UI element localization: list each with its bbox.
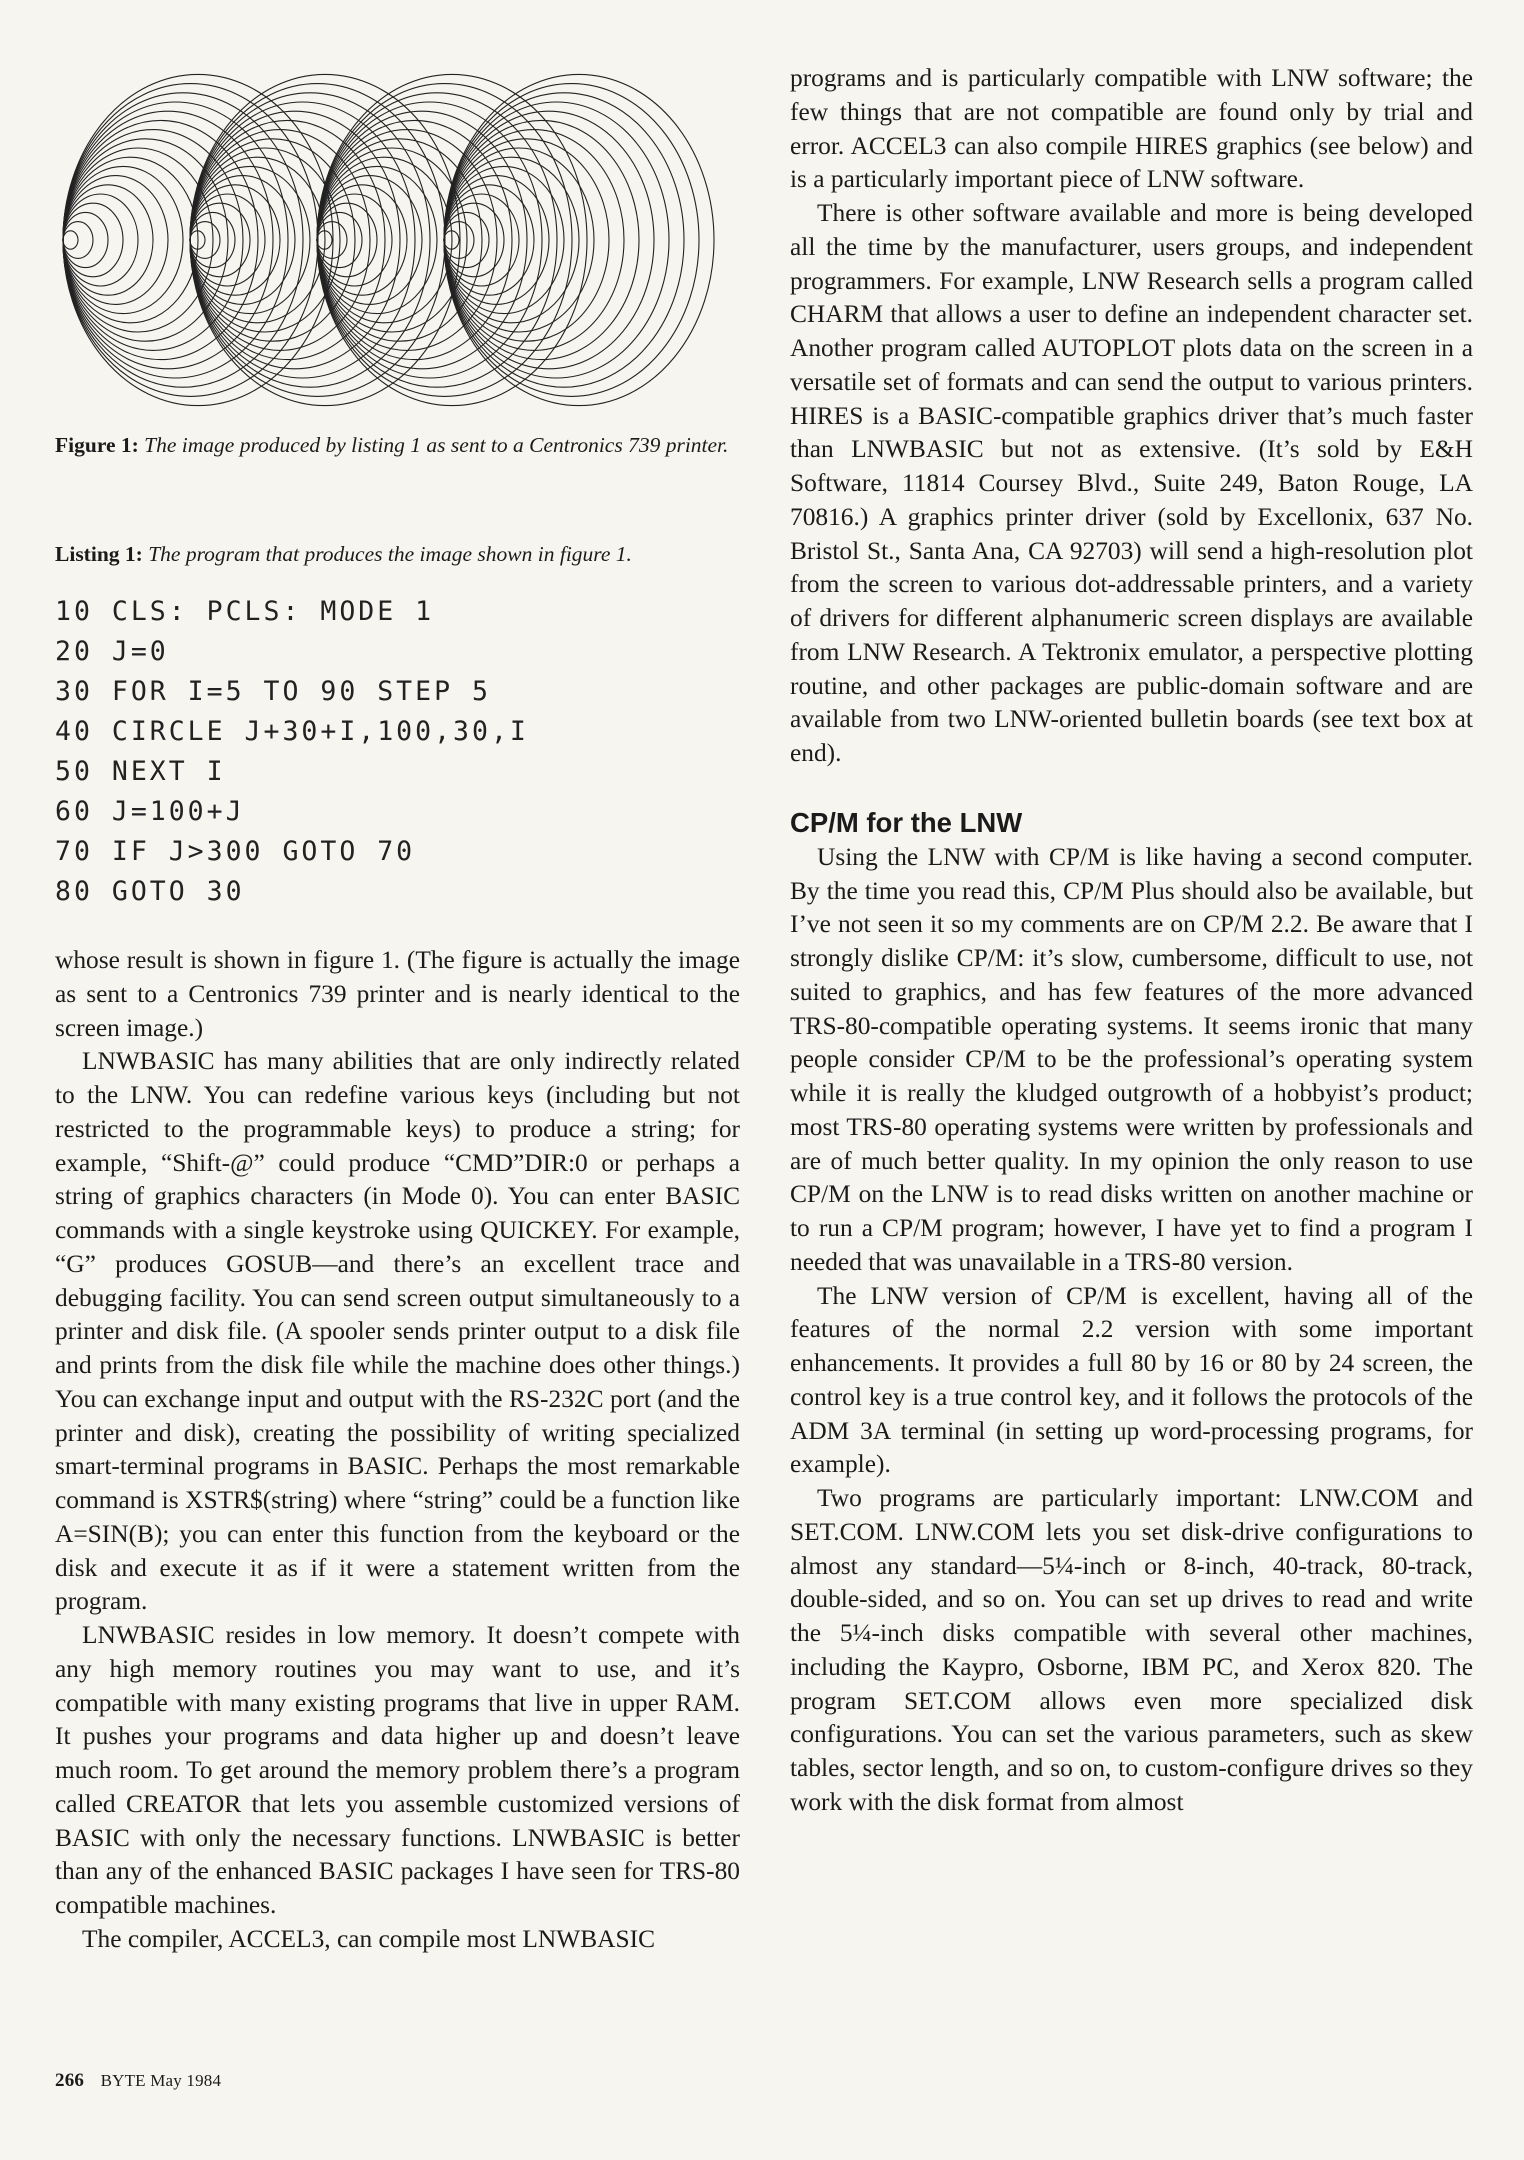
code-line: 50 NEXT I xyxy=(55,756,226,787)
figure-1-plot xyxy=(55,60,740,420)
circle-group xyxy=(317,74,587,405)
left-body-text xyxy=(55,944,740,1957)
circle-mark xyxy=(63,102,288,378)
circle-mark xyxy=(63,231,78,249)
code-line: 80 GOTO 30 xyxy=(55,876,245,907)
code-line: 70 IF J>300 GOTO 70 xyxy=(55,836,416,867)
circle-mark xyxy=(63,194,138,286)
paragraph: There is other software available and more is being developed all the time by the manufacturer, users groups, and independent programmers. For example, LNW Research sells a program called CHARM that allows a user to define an independent character set. Another program called AUTOPLOT plots data on the screen in a versatile set of formats and can send the output to various printers. HIRES is a BASIC-compatible graphics driver that’s much faster than LNWBASIC but not as extensive. (It’s sold by E&H Software, 11814 Coursey Blvd., Suite 249, Baton Rouge, LA 70816.) A graphics printer driver (sold by Excellonix, 637 No. Bristol St., Santa Ana, CA 92703) will send a high-resolution plot from the screen to various dot-addressable printers, and a variety of drivers for different alphanumeric screen displays are available from LNW Research. A Tektronix emulator, a perspective plotting routine, and other packages are public-domain software and are available from two LNW-oriented bulletin boards (see text box at end). xyxy=(790,199,1473,767)
section-body-text xyxy=(790,841,1473,1820)
page-footer xyxy=(55,2070,221,2092)
code-line: 20 J=0 xyxy=(55,636,169,667)
listing-caption xyxy=(55,539,740,570)
figure-caption xyxy=(55,430,740,461)
code-line: 30 FOR I=5 TO 90 STEP 5 xyxy=(55,676,491,707)
right-body-text xyxy=(790,62,1473,771)
paragraph: Using the LNW with CP/M is like having a second computer. By the time you read this, CP/M Plus should also be available, but I’ve not seen it so my comments are on CP/M 2.2. Be aware that I strongly dislike CP/M: it’s slow, cumbersome, difficult to use, not suited to graphics, and has few features of the more advanced TRS-80-compatible operating systems. It seems ironic that many people consider CP/M to be the professional’s operating system while it is really the kludged outgrowth of a hobbyist’s product; most TRS-80 operating systems were written by professionals and are of much better quality. In my opinion the only reason to use CP/M on the LNW is to read disks written on another machine or to run a CP/M program; however, I have yet to find a program I needed that was unavailable in a TRS-80 version. xyxy=(790,842,1473,1276)
circle-group xyxy=(444,74,714,405)
code-line: 60 J=100+J xyxy=(55,796,245,827)
left-column xyxy=(55,60,740,1957)
listing-code xyxy=(55,592,740,912)
section-heading: CP/M for the LNW xyxy=(790,806,1023,838)
paragraph: LNWBASIC has many abilities that are only indirectly related to the LNW. You can redefine various keys (including but not restricted to the programmable keys) to produce a string; for example, “Shift-@” could produce “CMD”DIR:0 or perhaps a string of graphics characters (in Mode 0). You can enter BASIC commands with a single keystroke using QUICKEY. For example, “G” produces GOSUB—and there’s an excellent trace and debugging facility. You can send screen output simultaneously to a printer and disk file. (A spooler sends printer output to a disk file and prints from the disk file while the machine does other things.) You can exchange input and output with the RS-232C port (and the printer and disk), creating the possibility of writing specialized smart-terminal programs in BASIC. Perhaps the most remarkable command is XSTR$(string) where “string” could be a function like A=SIN(B); you can enter this function from the keyboard or the disk and execute it as if it were a statement written from the program. xyxy=(55,1047,740,1616)
circle-mark xyxy=(63,157,198,323)
code-line: 10 CLS: PCLS: MODE 1 xyxy=(55,596,435,627)
code-line: 40 CIRCLE J+30+I,100,30,I xyxy=(55,716,529,747)
listing-caption-text: The program that produces the image shown in figure 1. xyxy=(148,542,632,566)
paragraph: LNWBASIC resides in low memory. It doesn’t compete with any high memory routines you may want to use, and it’s compatible with many existing programs that live in upper RAM. It pushes your programs and data higher up and doesn’t leave much room. To get around the memory problem there’s a program called CREATOR that lets you assemble customized versions of BASIC with only the necessary functions. LNWBASIC is better than any of the enhanced BASIC packages I have seen for TRS-80 compatible machines. xyxy=(55,1621,740,1919)
circle-mark xyxy=(63,120,258,359)
paragraph: The LNW version of CP/M is excellent, having all of the features of the normal 2.2 version with some important enhancements. It provides a full 80 by 16 or 80 by 24 screen, the control key is a true control key, and it follows the protocols of the ADM 3A terminal (in setting up word-processing programs, for example). xyxy=(790,1281,1473,1479)
paragraph: The compiler, ACCEL3, can compile most LNWBASIC xyxy=(82,1924,655,1953)
paragraph: whose result is shown in figure 1. (The figure is actually the image as sent to a Centronics 739 printer and is nearly identical to the screen image.) xyxy=(55,946,740,1042)
paragraph: programs and is particularly compatible with LNW software; the few things that are not compatible are found only by trial and error. ACCEL3 can also compile HIRES graphics (see below) and is a particularly important piece of LNW software. xyxy=(790,64,1473,194)
circle-group xyxy=(190,74,460,405)
figure-caption-text: The image produced by listing 1 as sent to a Centronics 739 printer. xyxy=(144,433,729,457)
circle-group xyxy=(63,74,333,405)
circle-mark xyxy=(63,176,168,305)
circle-mark xyxy=(63,212,108,267)
listing-caption-label: Listing 1: xyxy=(55,542,143,566)
right-column xyxy=(790,62,1473,1820)
figure-caption-label: Figure 1: xyxy=(55,433,139,457)
publication-line: BYTE May 1984 xyxy=(100,2071,222,2090)
paragraph: Two programs are particularly important: LNW.COM and SET.COM. LNW.COM lets you set disk-drive configurations to almost any standard—5¼-inch or 8-inch, 40-track, 80-track, double-sided, and so on. You can set up drives to read and write the 5¼-inch disks compatible with several other machines, including the Kaypro, Osborne, IBM PC, and Xerox 820. The program SET.COM allows even more specialized disk configurations. You can set the various parameters, such as skew tables, sector length, and so on, to custom-configure drives so they work with the disk format from almost xyxy=(790,1484,1473,1816)
page-number: 266 xyxy=(55,2070,85,2091)
